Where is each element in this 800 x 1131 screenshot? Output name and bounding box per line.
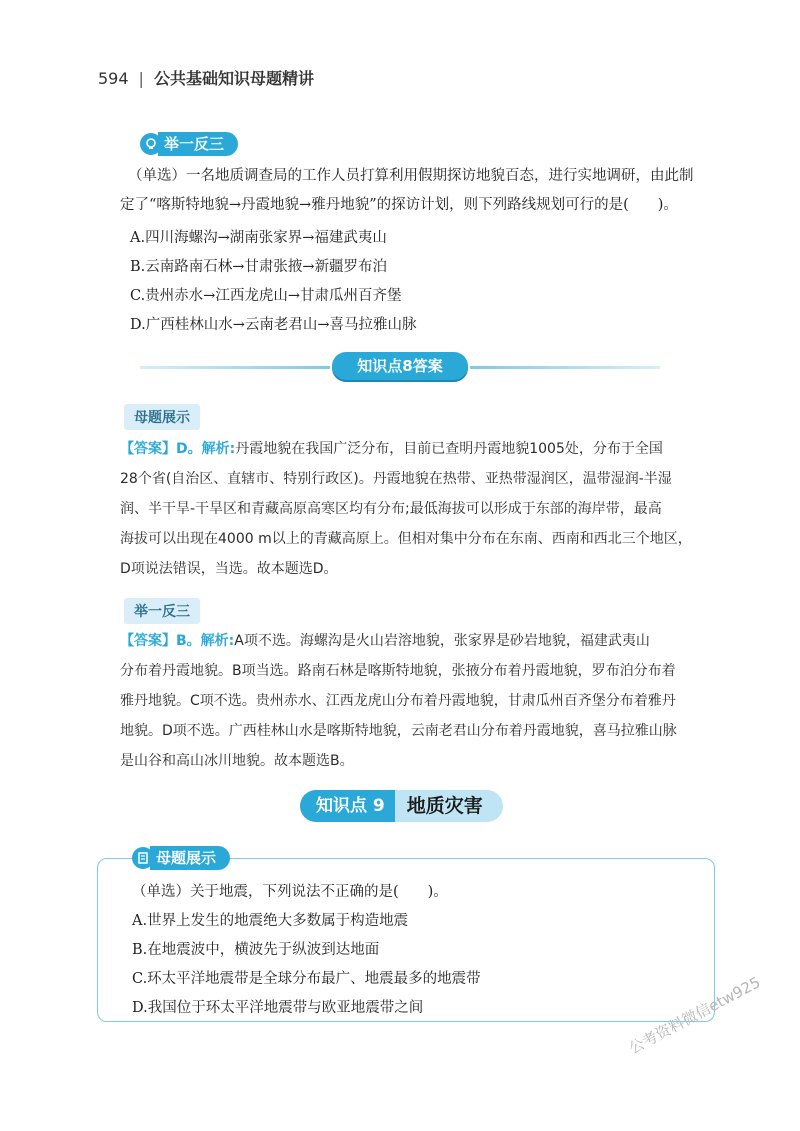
question-block-1 <box>120 162 720 220</box>
answer-line: D项说法错误，当选。故本题选D。 <box>120 561 338 577</box>
answer-line: 28个省(自治区、直辖市、特别行政区)。丹霞地貌在热带、亚热带湿润区，温带湿润-半湿 <box>120 471 672 487</box>
answer-line: 海拔可以出现在4000 m以上的青藏高原上。但相对集中分布在东南、西南和西北三个地区， <box>120 531 692 547</box>
answer-line: 润、半干旱-干旱区和青藏高原高寒区均有分布;最低海拔可以形成于东部的海岸带，最高 <box>120 501 662 517</box>
subheading-analogy: 举一反三 <box>124 598 200 624</box>
section-label-mother <box>132 845 230 871</box>
header-separator: | <box>138 69 144 88</box>
answer-tag: 【答案】D。解析: <box>120 441 236 457</box>
answer-tag: 【答案】B。解析: <box>120 633 235 649</box>
subheading-mother-display: 母题展示 <box>124 404 200 430</box>
section-label-analogy <box>140 131 238 157</box>
section-label-text: 母题展示 <box>150 846 230 870</box>
question-block-2 <box>132 878 481 1023</box>
book-title: 公共基础知识母题精讲 <box>153 69 314 88</box>
answer-section-banner <box>140 352 660 382</box>
option-c: C.环太平洋地震带是全球分布最广、地震最多的地震带 <box>132 971 481 987</box>
answer-line: 分布着丹霞地貌。B项当选。路南石林是喀斯特地貌，张掖分布着丹霞地貌，罗布泊分布着 <box>120 663 676 679</box>
answer-line: 是山谷和高山冰川地貌。故本题选B。 <box>120 753 354 769</box>
answer-line: 【答案】B。解析:A项不选。海螺沟是火山岩溶地貌，张家界是砂岩地貌，福建武夷山 <box>120 633 650 649</box>
divider-line <box>470 366 660 369</box>
page-number: 594 <box>98 69 129 88</box>
mother-answer-block <box>120 434 720 584</box>
option-a: A.四川海螺沟→湖南张家界→福建武夷山 <box>130 230 387 246</box>
option-d: D.广西桂林山水→云南老君山→喜马拉雅山脉 <box>130 317 417 333</box>
question-line: （单选）关于地震，下列说法不正确的是( )。 <box>132 884 448 900</box>
option-c: C.贵州赤水→江西龙虎山→甘肃瓜州百齐堡 <box>130 288 402 304</box>
knowledge-point-heading <box>300 788 503 824</box>
answer-line: 雅丹地貌。C项不选。贵州赤水、江西龙虎山分布着丹霞地貌，甘肃瓜州百齐堡分布着雅丹 <box>120 693 676 709</box>
option-a: A.世界上发生的地震绝大多数属于构造地震 <box>132 913 409 929</box>
knowledge-point-title: 地质灾害 <box>395 790 503 822</box>
watermark: 公考资料微信etw925 <box>625 973 764 1058</box>
options-list-1 <box>130 224 417 340</box>
answer-banner-label: 知识点8答案 <box>332 352 468 380</box>
option-b: B.云南路南石林→甘肃张掖→新疆罗布泊 <box>130 259 388 275</box>
answer-line: 【答案】D。解析:丹霞地貌在我国广泛分布，目前已查明丹霞地貌1005处，分布于全国 <box>120 441 663 457</box>
analogy-answer-block <box>120 626 720 776</box>
answer-line: 地貌。D项不选。广西桂林山水是喀斯特地貌，云南老君山分布着丹霞地貌，喜马拉雅山脉 <box>120 723 677 739</box>
question-line: 定了“喀斯特地貌→丹霞地貌→雅丹地貌”的探访计划，则下列路线规划可行的是( )。 <box>120 197 678 213</box>
question-line: （单选）一名地质调查局的工作人员打算利用假期探访地貌百态，进行实地调研，由此制 <box>128 168 694 184</box>
knowledge-point-badge: 知识点 9 <box>300 790 395 822</box>
option-b: B.在地震波中，横波先于纵波到达地面 <box>132 942 380 958</box>
divider-line <box>140 366 330 369</box>
section-label-text: 举一反三 <box>158 132 238 156</box>
option-d: D.我国位于环太平洋地震带与欧亚地震带之间 <box>132 1000 424 1016</box>
page-header <box>98 66 314 89</box>
